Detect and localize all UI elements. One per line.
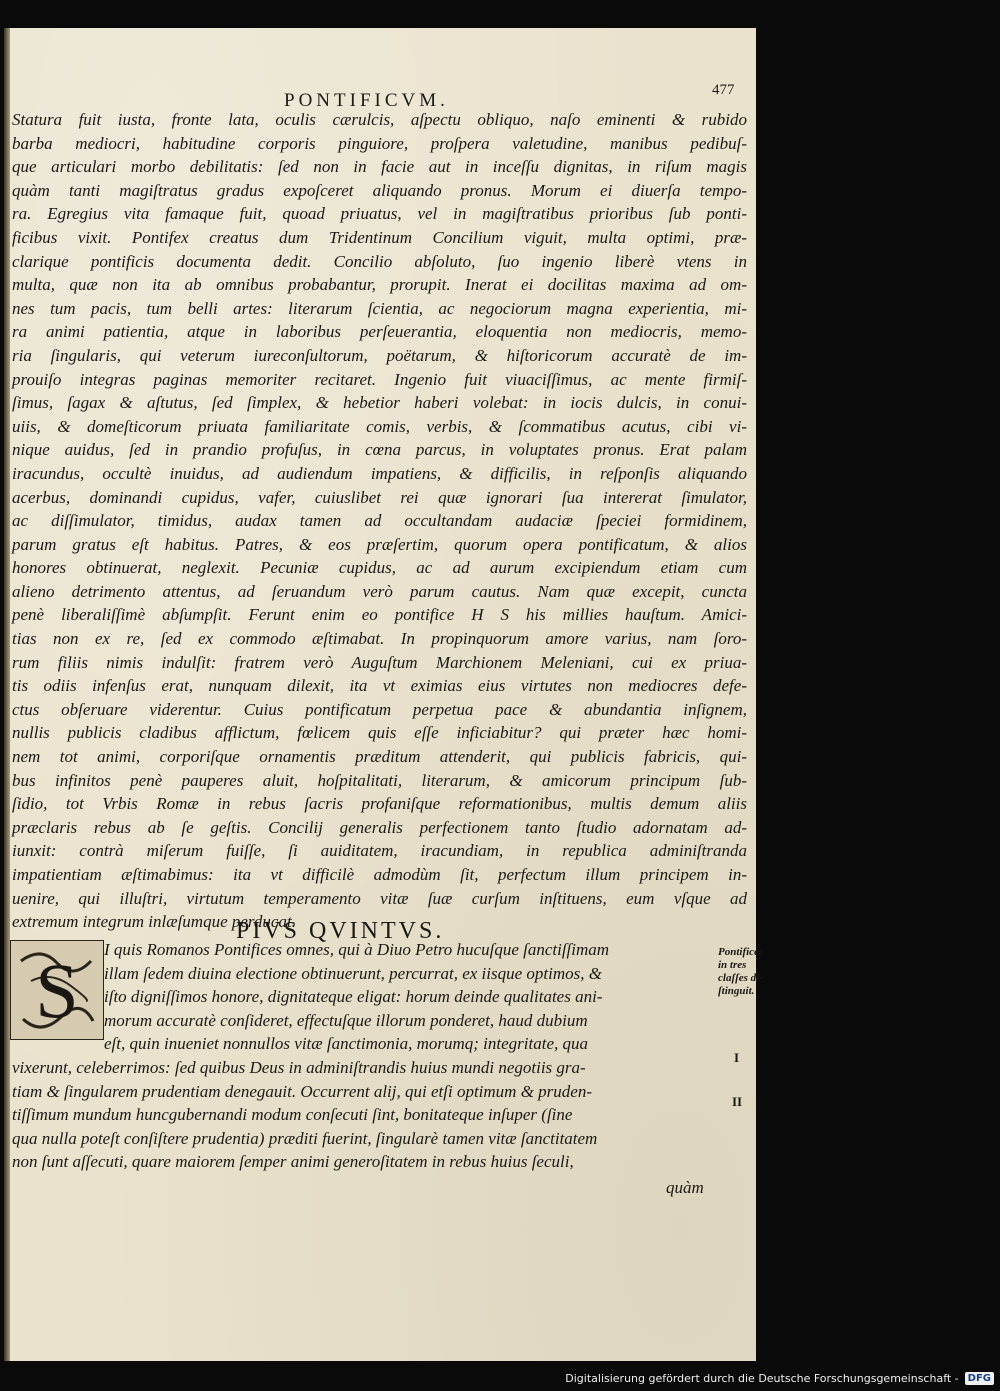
text-line: quàm tanti magiſtratus gradus expoſceret aliquando pronus. Morum ei diuerſa tempo- — [12, 180, 747, 200]
text-line: I quis Romanos Pontifices omnes, qui à Diuo Petro hucuſque ſanctiſſimam — [104, 940, 610, 959]
page-number: 477 — [712, 82, 735, 98]
section-heading: PIVS QVINTVS. — [236, 918, 445, 944]
footer-text: Digitalisierung gefördert durch die Deutsche Forschungsgemeinschaft - — [565, 1372, 959, 1385]
catchword: quàm — [666, 1178, 704, 1197]
text-line: tiſſimum mundum huncgubernandi modum conſecuti ſint, bonitateque inſuper (ſine — [12, 1105, 573, 1125]
text-line: ac diſſimulator, timidus, audax tamen ad occultandam audaciæ ſpeciei formidinem, — [12, 511, 747, 531]
text-line: eſt, quin inueniet nonnullos vitæ ſanctimonia, morumq; integritate, qua — [104, 1034, 588, 1054]
text-line: que articulari morbo debilitatis: ſed non in facie aut in inceſſu dignitas, in riſum magis — [12, 157, 747, 177]
text-line: clarique pontificis documenta dedit. Concilio abſoluto, ſuo ingenio liberè vtens in — [12, 251, 747, 271]
running-head: PONTIFICVM. — [284, 90, 449, 111]
text-line: bus infinitos penè pauperes aluit, hoſpitalitati, literarum, & amicorum principum ſub- — [12, 770, 747, 790]
text-line: acerbus, dominandi cupidus, vafer, cuiuslibet rei quæ ignorari ſua intererat ſimulator, — [12, 487, 747, 507]
marginal-note-line: Pontifices — [718, 946, 764, 958]
text-line: ra animi patientia, atque in laboribus perſeuerantia, eloquentia non mediocris, memo- — [12, 322, 747, 342]
text-line: ſidio, tot Vrbis Romæ in rebus ſacris profaniſque reformationibus, multis demum aliis — [12, 794, 747, 814]
text-line: tis odiis infenſus erat, nunquam dilexit, ita vt eximias eius virtutes non mediocres defe- — [12, 676, 747, 696]
marginal-note-line: claſſes di- — [718, 972, 763, 984]
text-line: nem tot animi, corporiſque ornamentis præditum attenderit, qui publicis fabricis, qui- — [12, 747, 747, 767]
marginal-numeral-1: I — [734, 1050, 740, 1065]
main-body-text — [12, 108, 747, 934]
text-line: iſto digniſſimos honore, dignitateque eligat: horum deinde qualitates ani- — [104, 987, 603, 1007]
text-line: vixerunt, celeberrimos: ſed quibus Deus in adminiſtrandis huius mundi negotiis gra- — [12, 1057, 586, 1077]
text-line: præclaris rebus ab ſe geſtis. Concilij generalis perfectionem tanto ſtudio adornatam ad- — [12, 817, 747, 837]
text-line: uenire, qui illuſtri, virtutum temperamento vitæ ſuæ curſum inſtituens, eum vſque ad — [12, 888, 747, 908]
text-line: nique auidus, ſed in prandio profuſus, in cœna parcus, in voluptates pronus. Erat palam — [12, 440, 747, 460]
text-line: ficibus vixit. Pontifex creatus dum Tridentinum Concilium viguit, multa optimi, præ- — [12, 227, 747, 247]
text-line: qua nulla poteſt conſiſtere prudentia) præditi fuerint, ſingularè tamen vitæ ſanctitatem — [12, 1128, 598, 1148]
text-line: iunxit: contrà miſerum fuiſſe, ſi auiditatem, iracundiam, in republica adminiſtranda — [12, 841, 747, 861]
text-line: non ſunt aſſecuti, quare maiorem ſemper animi generoſitatem in rebus huius ſeculi, — [12, 1152, 574, 1172]
text-line: illam ſedem diuina electione obtinuerunt, percurrat, ex iisque optimos, & — [104, 963, 602, 983]
marginal-note-line: ſtinguit. — [718, 985, 755, 997]
text-line: alieno detrimento attentus, ad ſeruandum verò parum cautus. Nam quæ excepit, cuncta — [12, 581, 747, 601]
text-line: iracundus, occultè inuidus, ad audiendum impatiens, & difficilis, in reſponſis aliquando — [12, 463, 747, 483]
text-line: impatientiam æſtimabimus: ita vt difficilè admodùm ſit, perfectum illum principem in- — [12, 865, 747, 884]
marginal-note — [718, 946, 768, 998]
text-line: parum gratus eſt habitus. Patres, & eos præſertim, quorum opera pontificatum, & alios — [12, 534, 747, 554]
text-line: honores obtinuerat, neglexit. Pecuniæ cupidus, ac ad aurum excipiendum etiam cum — [12, 558, 747, 578]
text-line: ria ſingularis, qui veterum iureconſultorum, poëtarum, & hiſtoricorum accuratè de im- — [12, 345, 747, 365]
text-line: prouiſo integras paginas memoriter recitaret. Ingenio fuit viuaciſſimus, ac mente firmiſ- — [12, 369, 747, 389]
svg-text:S: S — [35, 947, 79, 1034]
text-line: ſimus, ſagax & aſtutus, ſed ſimplex, & hebetior haberi volebat: in iocis dulcis, in conui- — [12, 393, 747, 413]
text-line: barba mediocri, habitudine corporis pinguiore, proſpera valetudine, manibus pedibuſ- — [12, 133, 747, 153]
digitization-footer — [565, 1372, 994, 1385]
text-line: extremum integrum inlæſumque perducat. — [12, 912, 296, 932]
text-line: rum filiis nimis indulſit: fratrem verò Auguſtum Marchionem Meleniani, cui ex priua- — [12, 652, 747, 672]
text-line: tiam & ſingularem prudentiam denegauit. Occurrent alij, qui etſi optimum & pruden- — [12, 1081, 592, 1101]
text-line: ctus obſeruare viderentur. Cuius pontificatum perpetua pace & abundantia inſignem, — [12, 699, 747, 719]
text-line: nes tum pacis, tum belli artes: literarum ſcientia, ac negociorum magna experientia, mi- — [12, 298, 747, 318]
text-line: multa, quæ non ita ab omnibus probabantur, prorupit. Inerat ei docilitas maxima ad om- — [12, 275, 747, 295]
text-line: Statura fuit iusta, fronte lata, oculis cærulcis, aſpectu obliquo, naſo eminenti & rubido — [12, 110, 747, 129]
page-gutter-shadow — [4, 28, 10, 1361]
text-line: tias non ex re, ſed ex commodo æſtimabat. In propinquorum amore varius, nam ſoro- — [12, 629, 747, 649]
dfg-logo-icon: DFG — [965, 1372, 994, 1385]
text-line: ra. Egregius vita famaque fuit, quoad priuatus, vel in magiſtratibus prioribus ſub ponti- — [12, 204, 747, 224]
text-line: morum accuratè conſideret, effectuſque illorum ponderet, haud dubium — [104, 1010, 588, 1030]
book-page — [4, 28, 764, 1361]
text-line: uiis, & domeſticorum priuata familiaritate comis, verbis, & ſcommatibus acutus, cibi vi- — [12, 416, 747, 436]
marginal-note-line: in tres — [718, 959, 747, 971]
text-line: penè liberaliſſimè abſumpſit. Ferunt enim eo pontifice H S his millies hauſtum. Amici- — [12, 605, 747, 625]
text-line: nullis publicis cladibus afflictum, fœlicem quis eſſe inficiabitur? qui præter hæc homi- — [12, 723, 747, 743]
marginal-numeral-2: II — [732, 1094, 743, 1109]
chapter-text — [12, 938, 712, 1174]
